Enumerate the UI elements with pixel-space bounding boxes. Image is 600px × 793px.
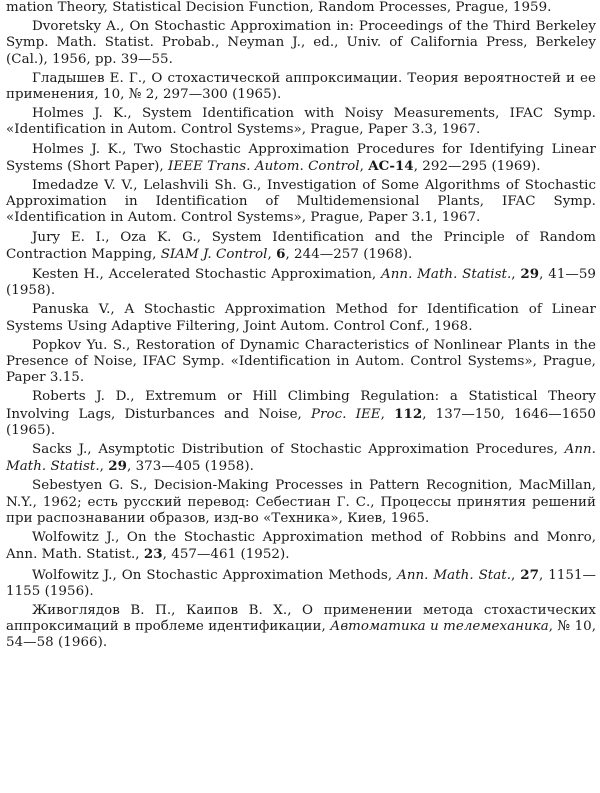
reference-text: , [511, 567, 521, 583]
journal-title: Proc. IEE [311, 406, 381, 422]
reference-entry [6, 19, 596, 68]
journal-title: Ann. Math. Statist. [6, 442, 596, 475]
reference-entry [6, 142, 596, 175]
volume-number: 29 [520, 266, 540, 283]
reference-text: , [99, 459, 109, 475]
journal-title: Автоматика и телемеханика [330, 619, 549, 635]
journal-title: Ann. Math. Stat. [397, 567, 511, 583]
reference-entry [6, 0, 596, 16]
volume-number: 6 [276, 245, 286, 262]
reference-text: , 1151—1155 (1956). [6, 567, 596, 599]
reference-text: , [511, 267, 521, 283]
reference-entry [6, 478, 596, 527]
reference-text: Kesten H., Accelerated Stochastic Approximation, [32, 267, 381, 283]
reference-text: Holmes J. K., System Identification with Noisy Measurements, IFAC Symp. «Identification in Autom. Control Systems», Prague, Paper 3.3, 1967. [6, 106, 596, 138]
reference-text: , 373—405 (1958). [127, 459, 254, 475]
reference-entry [6, 442, 596, 475]
reference-text: , [380, 406, 395, 422]
volume-number: 23 [143, 546, 163, 563]
reference-text: Popkov Yu. S., Restoration of Dynamic Characteristics of Nonlinear Plants in the Presence of Noise, IFAC Symp. «Identification in Autom. Control Systems», Prague, Paper 3.15. [6, 337, 596, 386]
reference-entry [6, 230, 596, 263]
reference-entry [6, 71, 596, 103]
reference-entry [6, 266, 596, 299]
reference-text: Roberts J. D., Extremum or Hill Climbing Regulation: a Statistical Theory Involving Lags, Disturbances and Noise, [6, 389, 596, 422]
reference-text: mation Theory, Statistical Decision Function, Random Processes, Prague, 1959. [6, 0, 552, 15]
reference-entry [6, 302, 596, 334]
volume-number: 27 [520, 566, 540, 583]
reference-text: Imedadze V. V., Lelashvili Sh. G., Investigation of Some Algorithms of Stochastic Approximation in Identification of Multidemensional Plants, IFAC Symp. «Identification in Autom. Control Systems», Prague, Paper 3.1, 1967. [6, 178, 596, 226]
reference-list [6, 0, 596, 655]
reference-entry [6, 338, 596, 387]
reference-entry [6, 106, 596, 138]
volume-number: 29 [108, 458, 127, 475]
reference-text: Wolfowitz J., On the Stochastic Approximation method of Robbins and Monro, Ann. Math. Statist., [6, 530, 596, 563]
reference-text: Panuska V., A Stochastic Approximation Method for Identification of Linear Systems Using Adaptive Filtering, Joint Autom. Control Conf., 1968. [6, 302, 596, 334]
reference-text: Holmes J. K., Two Stochastic Approximation Procedures for Identifying Linear Systems (Short Paper), [6, 141, 596, 174]
reference-text: , 41—59 (1958). [6, 267, 596, 299]
reference-text: , 457—461 (1952). [162, 547, 290, 563]
reference-text: Sebestyen G. S., Decision-Making Processes in Pattern Recognition, MacMillan, N.Y., 1962; есть русский перевод: Себестиан Г. С., Процессы принятия решений при распознавании образов, изд-во «Техника», Киев, 1965. [6, 478, 596, 526]
reference-text: Живоглядов В. П., Каипов В. Х., О применении метода стохастических аппроксимаций в проблеме идентификации, [6, 602, 596, 635]
reference-text: , 292—295 (1969). [413, 158, 541, 174]
journal-title: IEEE Trans. Autom. Control [168, 158, 360, 174]
reference-text: , [359, 158, 369, 174]
reference-entry [6, 567, 596, 600]
reference-entry [6, 530, 596, 563]
reference-text: , [267, 246, 277, 262]
reference-text: Jury E. I., Oza K. G., System Identification and the Principle of Random Contraction Mapping, [6, 229, 596, 262]
volume-number: 112 [394, 405, 423, 422]
reference-text: , 244—257 (1968). [285, 246, 413, 262]
reference-text: , № 10, 54—58 (1966). [6, 619, 597, 651]
reference-text: , 137—150, 1646—1650 (1965). [6, 406, 596, 438]
volume-number: AC-14 [368, 157, 414, 174]
reference-text: Wolfowitz J., On Stochastic Approximation Methods, [32, 567, 398, 583]
reference-text: Sacks J., Asymptotic Distribution of Stochastic Approximation Procedures, [32, 442, 565, 458]
reference-text: Гладышев Е. Г., О стохастической аппроксимации. Теория вероятностей и ее применения, 10, № 2, 297—300 (1965). [6, 70, 596, 103]
reference-entry [6, 389, 596, 439]
journal-title: Ann. Math. Statist. [381, 267, 512, 283]
reference-text: Dvoretsky A., On Stochastic Approximation in: Proceedings of the Third Berkeley Symp. Math. Statist. Probab., Neyman J., ed., Univ. of California Press, Berkeley (Cal.), 1956, pp. 39—55. [6, 19, 596, 67]
journal-title: SIAM J. Control [160, 246, 268, 262]
reference-entry [6, 178, 596, 227]
reference-entry [6, 603, 596, 652]
